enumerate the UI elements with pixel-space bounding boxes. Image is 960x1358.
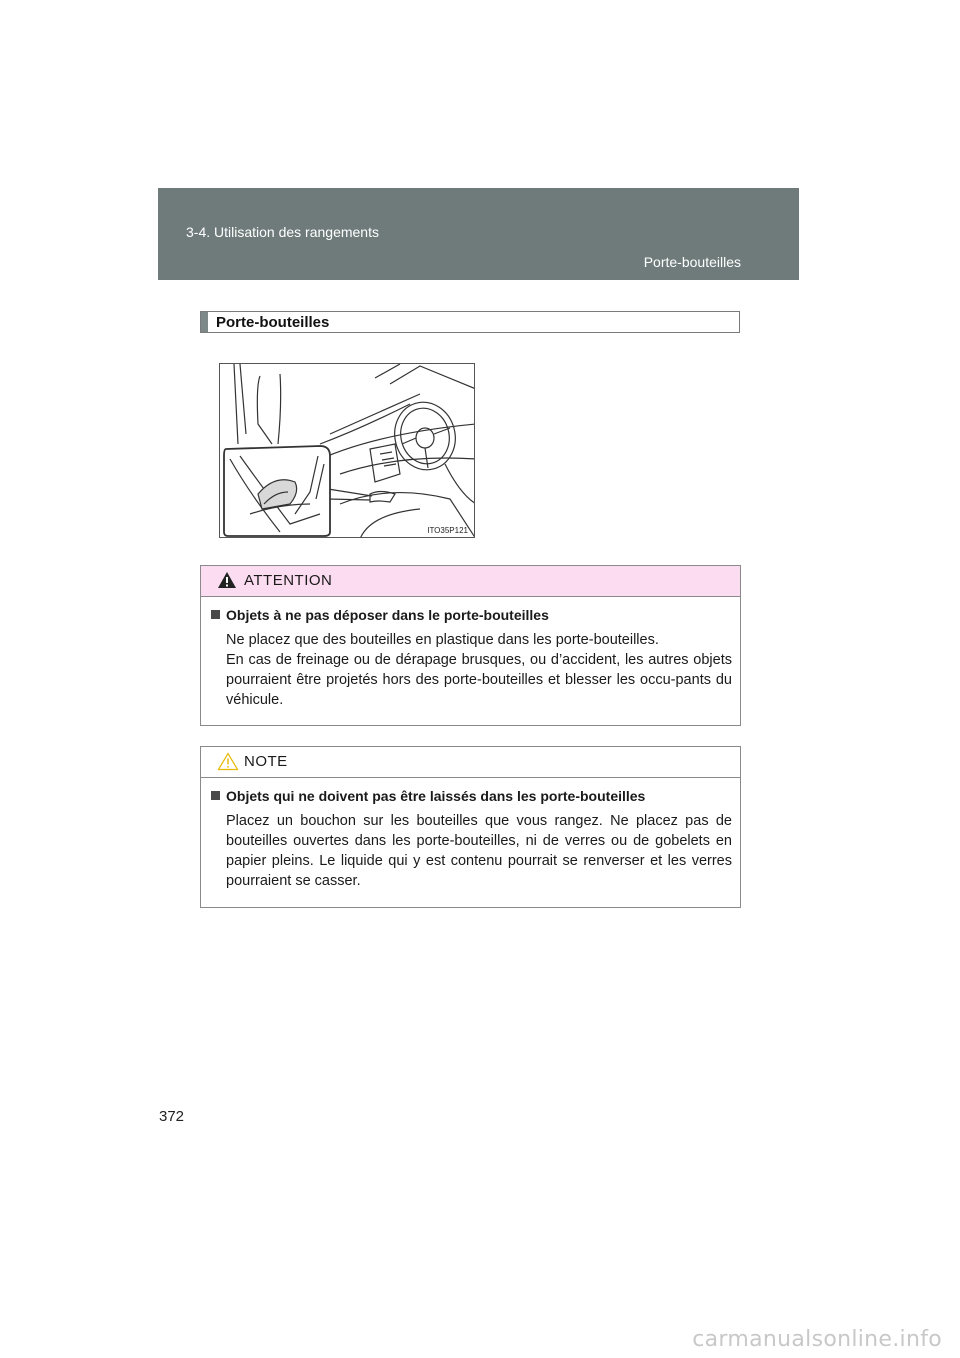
note-heading [211, 788, 732, 804]
car-interior-drawing [220, 364, 475, 538]
figure-code: ITO35P121 [427, 526, 468, 535]
attention-paragraph: En cas de freinage ou de dérapage brusques, ou d’accident, les autres objets pourraient être projetés hors des porte-bouteilles et blesser les occu-pants du véhicule. [226, 652, 732, 708]
note-paragraph: Placez un bouchon sur les bouteilles que vous rangez. Ne placez pas de bouteilles ouvertes dans les porte-bouteilles, ni de verres ou de gobelets en papier pleins. Le liquide qui y est contenu pourrait se renverser et les verres pourraient se casser. [226, 813, 732, 889]
chapter-topic-label: Porte-bouteilles [643, 254, 741, 270]
caution-triangle-outline-icon [217, 752, 239, 771]
attention-title: ATTENTION [244, 572, 333, 589]
bullet-square-icon [211, 791, 220, 800]
section-title-accent [201, 312, 208, 332]
attention-body [201, 597, 740, 710]
note-heading-text: Objets qui ne doivent pas être laissés dans les porte-bouteilles [226, 788, 646, 804]
attention-text [211, 630, 732, 710]
chapter-section-label: 3-4. Utilisation des rangements [186, 224, 379, 240]
watermark-text: carmanualsonline.info [692, 1327, 942, 1352]
bullet-square-icon [211, 610, 220, 619]
attention-box [200, 565, 741, 726]
attention-paragraph: Ne placez que des bouteilles en plastique dans les porte-bouteilles. [226, 632, 659, 648]
chapter-header [158, 188, 799, 280]
bottle-holder-illustration [219, 363, 475, 538]
note-text [211, 811, 732, 891]
section-title-bar [200, 311, 740, 333]
attention-header [201, 566, 740, 597]
section-title: Porte-bouteilles [216, 314, 330, 331]
page-number: 372 [159, 1108, 185, 1125]
attention-heading-text: Objets à ne pas déposer dans le porte-bouteilles [226, 607, 549, 623]
note-title: NOTE [244, 753, 288, 770]
note-body [201, 778, 740, 891]
note-box [200, 746, 741, 908]
note-header [201, 747, 740, 778]
attention-heading [211, 607, 732, 623]
warning-triangle-icon [217, 571, 237, 589]
